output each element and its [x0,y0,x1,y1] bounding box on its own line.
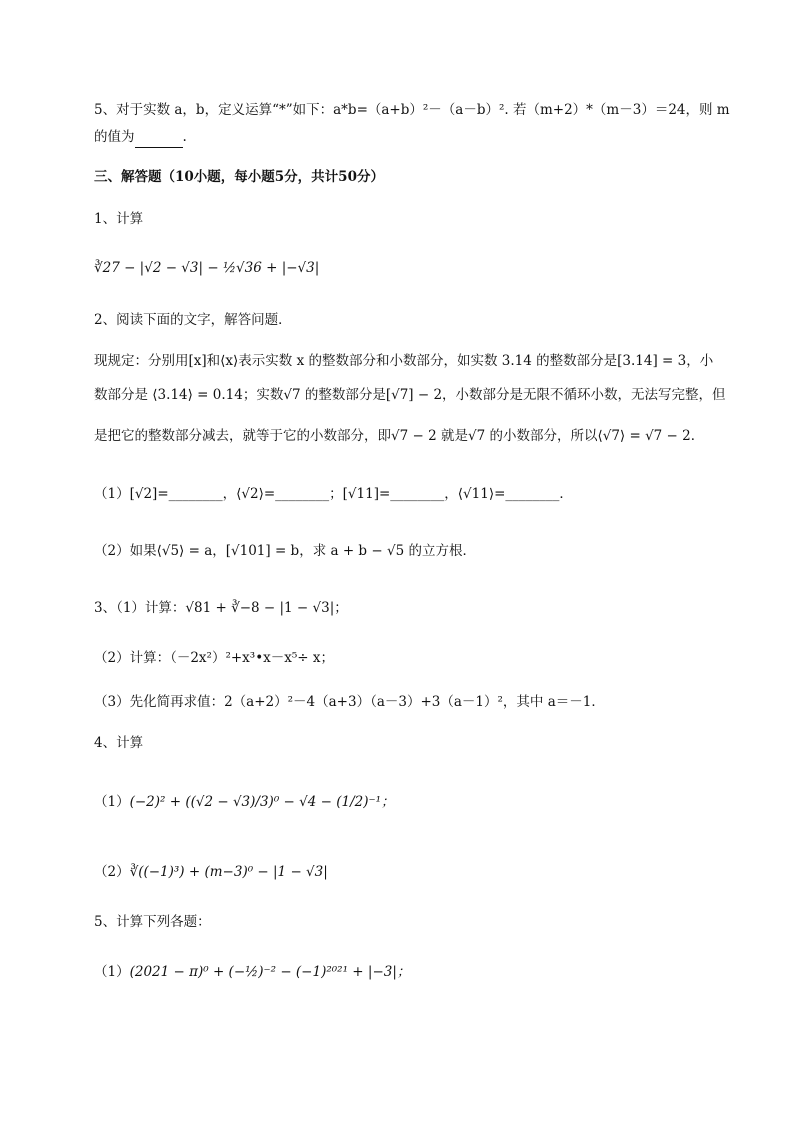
problem-4-q1-label: （1） [94,794,130,810]
question-5-line2 [94,127,187,148]
problem-3-question-3: （3）先化简再求值：2（a+2）²－4（a+3）（a－3）+3（a－1）²，其中 a＝－1． [94,694,605,710]
question-5-line1: 5、对于实数 a，b，定义运算“*”如下：a*b=（a+b）²－（a－b）². 若（m+2）*（m－3）＝24，则 m [94,102,730,118]
problem-1-expression: ∛27 − |√2 − √3| − ½√36 + |−√3| [94,260,320,276]
problem-4-title: 4、计算 [94,735,144,751]
problem-2-text-3: 是把它的整数部分减去，就等于它的小数部分，即√7 − 2 就是√7 的小数部分，所以⟨√7⟩ = √7 − 2． [94,428,705,444]
problem-4-q2-label: （2） [94,864,130,880]
problem-5-q1-label: （1） [94,964,130,980]
problem-5-title: 5、计算下列各题： [94,914,211,930]
question-5-suffix: . [182,129,187,145]
problem-2-text-2: 数部分是 ⟨3.14⟩ = 0.14；实数√7 的整数部分是[√7] − 2，小数部分是无限不循环小数，无法写完整，但 [94,387,726,403]
problem-4-question-2 [94,862,328,882]
problem-4-q2-expression: ∛((−1)³) + (m−3)⁰ − |1 − √3| [129,864,328,880]
section-title: 三、解答题（10小题，每小题5分，共计50分） [94,169,384,185]
problem-2-question-1: （1）[√2]=________，⟨√2⟩=________；[√11]=________，⟨√11⟩=________． [94,486,573,502]
problem-3-question-1: 3、（1）计算：√81 + ∛−8 − |1 − √3|； [94,600,348,616]
problem-1-title: 1、计算 [94,211,144,227]
answer-blank [135,127,183,148]
problem-4-q1-expression: (−2)² + ((√2 − √3)/3)⁰ − √4 − (1/2)⁻¹； [129,794,395,810]
problem-5-question-1 [94,962,410,982]
problem-2-question-2: （2）如果⟨√5⟩ = a，[√101] = b，求 a + b − √5 的立方根． [94,543,476,559]
problem-2-text-1: 现规定：分别用[x]和⟨x⟩表示实数 x 的整数部分和小数部分，如实数 3.14 的整数部分是[3.14] = 3，小 [94,353,714,369]
question-5-prefix: 的值为 [94,129,135,145]
problem-5-q1-expression: (2021 − π)⁰ + (−½)⁻² − (−1)²⁰²¹ + |−3|； [129,964,411,980]
problem-4-question-1 [94,792,395,812]
problem-2-title: 2、阅读下面的文字，解答问题． [94,312,292,328]
problem-3-question-2: （2）计算：（－2x²）²+x³•x－x⁵÷ x； [94,650,335,666]
